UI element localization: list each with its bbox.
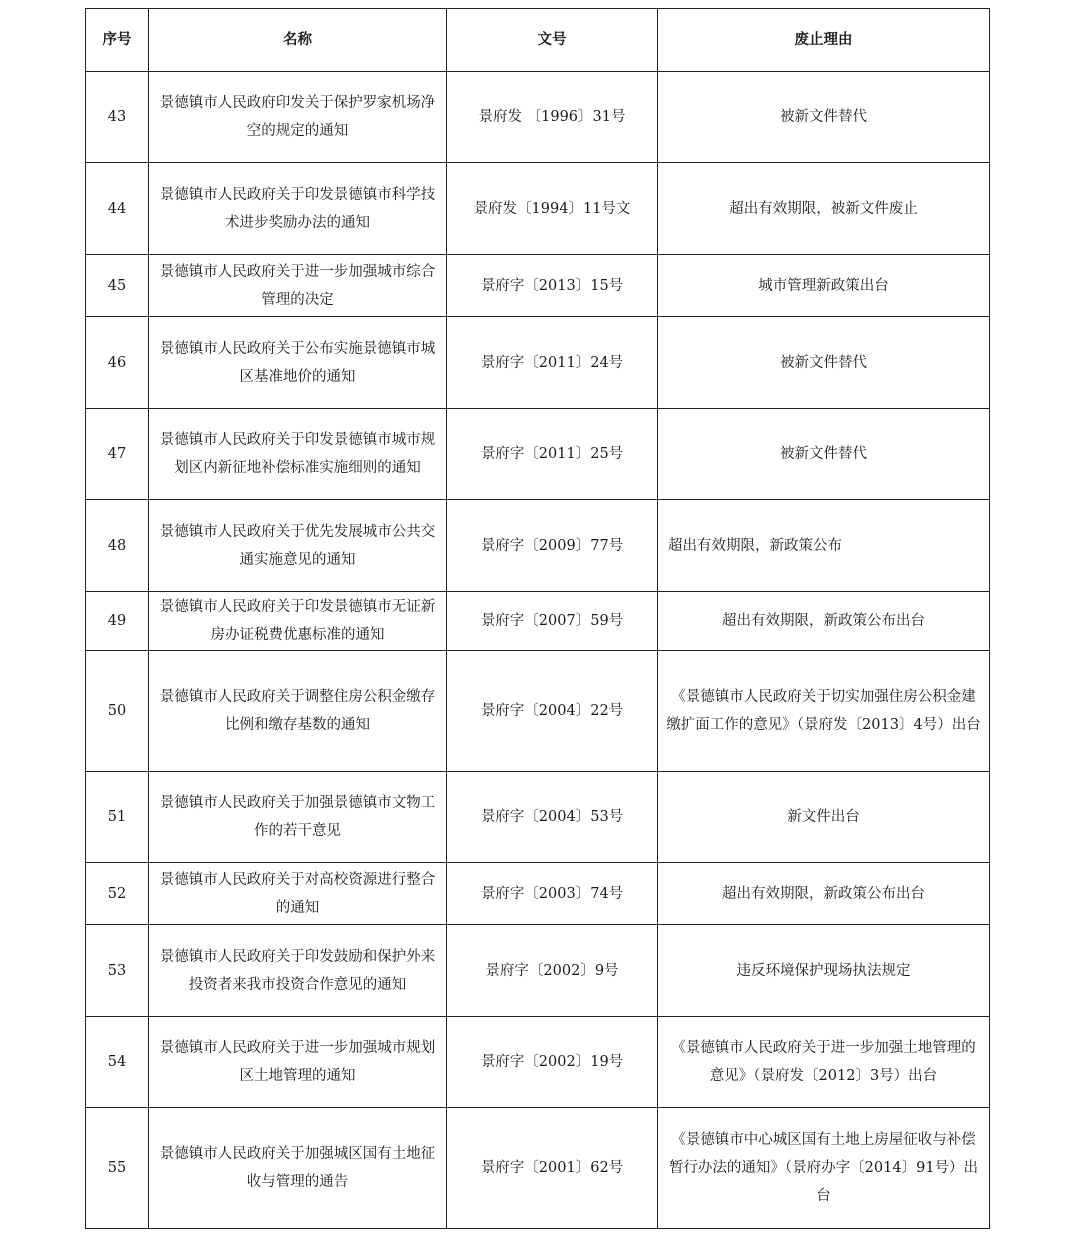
row-seq: 51 [86,772,149,863]
row-name: 景德镇市人民政府关于加强景德镇市文物工作的若干意见 [149,772,447,863]
table-header-row [86,9,990,72]
row-doc-no: 景府字〔2002〕9号 [447,925,658,1017]
row-name: 景德镇市人民政府关于调整住房公积金缴存比例和缴存基数的通知 [149,651,447,772]
row-reason: 被新文件替代 [658,409,990,500]
row-seq: 47 [86,409,149,500]
row-doc-no: 景府字〔2001〕62号 [447,1108,658,1229]
header-seq: 序号 [86,9,149,72]
table-row [86,317,990,409]
row-doc-no: 景府字〔2004〕22号 [447,651,658,772]
row-name: 景德镇市人民政府关于印发景德镇市无证新房办证税费优惠标准的通知 [149,592,447,651]
row-seq: 48 [86,500,149,592]
table-row [86,72,990,163]
row-doc-no: 景府发〔1994〕11号文 [447,163,658,255]
row-name: 景德镇市人民政府关于进一步加强城市规划区土地管理的通知 [149,1017,447,1108]
row-seq: 43 [86,72,149,163]
row-name: 景德镇市人民政府关于优先发展城市公共交通实施意见的通知 [149,500,447,592]
table-row [86,592,990,651]
row-doc-no: 景府字〔2013〕15号 [447,255,658,317]
table-row [86,409,990,500]
row-doc-no: 景府字〔2002〕19号 [447,1017,658,1108]
row-doc-no: 景府字〔2004〕53号 [447,772,658,863]
table-row [86,255,990,317]
row-reason: 《景德镇市人民政府关于切实加强住房公积金建缴扩面工作的意见》（景府发〔2013〕4号）出台 [658,651,990,772]
row-seq: 55 [86,1108,149,1229]
row-name: 景德镇市人民政府关于加强城区国有土地征收与管理的通告 [149,1108,447,1229]
header-name: 名称 [149,9,447,72]
row-reason: 超出有效期限，被新文件废止 [658,163,990,255]
row-seq: 44 [86,163,149,255]
table-row [86,163,990,255]
row-seq: 46 [86,317,149,409]
row-name: 景德镇市人民政府关于印发景德镇市科学技术进步奖励办法的通知 [149,163,447,255]
row-reason: 被新文件替代 [658,317,990,409]
row-reason: 《景德镇市中心城区国有土地上房屋征收与补偿暂行办法的通知》（景府办字〔2014〕91号）出台 [658,1108,990,1229]
row-seq: 49 [86,592,149,651]
row-doc-no: 景府字〔2011〕25号 [447,409,658,500]
row-name: 景德镇市人民政府关于公布实施景德镇市城区基准地价的通知 [149,317,447,409]
row-name: 景德镇市人民政府关于印发景德镇市城市规划区内新征地补偿标准实施细则的通知 [149,409,447,500]
row-name: 景德镇市人民政府关于印发鼓励和保护外来投资者来我市投资合作意见的通知 [149,925,447,1017]
row-seq: 53 [86,925,149,1017]
row-reason: 被新文件替代 [658,72,990,163]
row-doc-no: 景府字〔2011〕24号 [447,317,658,409]
row-reason: 超出有效期限，新政策公布 [658,500,990,592]
row-seq: 50 [86,651,149,772]
row-doc-no: 景府发 〔1996〕31号 [447,72,658,163]
row-seq: 54 [86,1017,149,1108]
row-reason: 超出有效期限，新政策公布出台 [658,863,990,925]
table-row [86,1017,990,1108]
table-row [86,651,990,772]
row-seq: 45 [86,255,149,317]
header-reason: 废止理由 [658,9,990,72]
row-name: 景德镇市人民政府印发关于保护罗家机场净空的规定的通知 [149,72,447,163]
abolished-documents-table [85,8,990,1229]
row-seq: 52 [86,863,149,925]
row-name: 景德镇市人民政府关于进一步加强城市综合管理的决定 [149,255,447,317]
row-doc-no: 景府字〔2007〕59号 [447,592,658,651]
table-row [86,772,990,863]
table-row [86,863,990,925]
table-row [86,1108,990,1229]
table-row [86,500,990,592]
row-name: 景德镇市人民政府关于对高校资源进行整合的通知 [149,863,447,925]
row-reason: 违反环境保护现场执法规定 [658,925,990,1017]
row-reason: 新文件出台 [658,772,990,863]
row-reason: 超出有效期限，新政策公布出台 [658,592,990,651]
row-doc-no: 景府字〔2009〕77号 [447,500,658,592]
row-reason: 《景德镇市人民政府关于进一步加强土地管理的意见》（景府发〔2012〕3号）出台 [658,1017,990,1108]
row-doc-no: 景府字〔2003〕74号 [447,863,658,925]
row-reason: 城市管理新政策出台 [658,255,990,317]
header-doc-no: 文号 [447,9,658,72]
table-row [86,925,990,1017]
